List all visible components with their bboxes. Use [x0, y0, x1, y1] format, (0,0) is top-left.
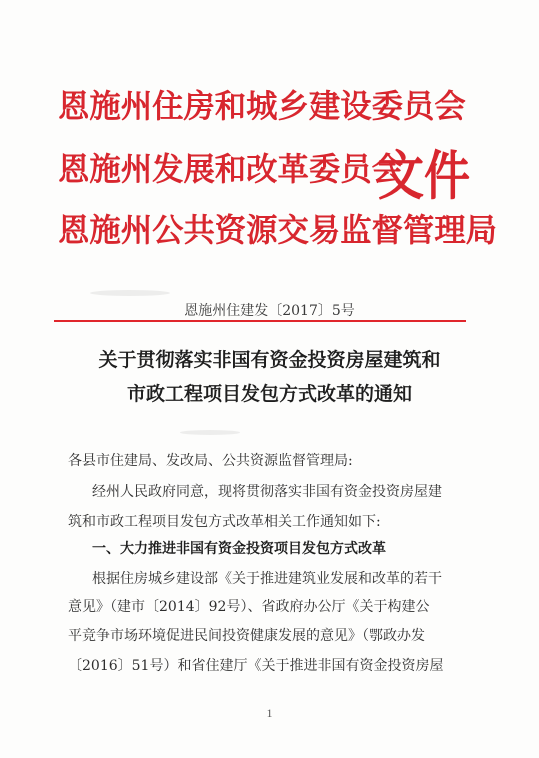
paragraph-1-line-2: 筑和市政工程项目发包方式改革相关工作通知如下:	[68, 514, 381, 530]
paragraph-2-line-2: 意见》（建市〔2014〕92号）、省政府办公厅《关于构建公	[68, 599, 430, 615]
document-number: 恩施州住建发〔2017〕5号	[184, 303, 355, 319]
red-divider-line	[54, 320, 466, 322]
salutation: 各县市住建局、发改局、公共资源监督管理局:	[68, 453, 353, 469]
page-number: 1	[266, 706, 273, 720]
paragraph-2-line-4: 〔2016〕51号）和省住建厅《关于推进非国有资金投资房屋	[68, 658, 444, 674]
paragraph-2-line-1: 根据住房城乡建设部《关于推进建筑业发展和改革的若干	[92, 571, 442, 587]
document-type-label: 文件	[378, 144, 470, 207]
scan-artifact	[90, 290, 170, 296]
notice-title-line-2: 市政工程项目发包方式改革的通知	[126, 383, 412, 405]
issuing-agency-housing: 恩施州住房和城乡建设委员会	[58, 87, 466, 125]
issuing-agency-development: 恩施州发展和改革委员会	[58, 150, 403, 188]
paragraph-1-line-1: 经州人民政府同意，现将贯彻落实非国有资金投资房屋建	[92, 484, 442, 500]
section-1-heading: 一、大力推进非国有资金投资项目发包方式改革	[92, 541, 386, 557]
scan-artifact	[180, 430, 240, 435]
notice-title-line-1: 关于贯彻落实非国有资金投资房屋建筑和	[98, 349, 441, 371]
paragraph-2-line-3: 平竞争市场环境促进民间投资健康发展的意见》（鄂政办发	[68, 628, 425, 644]
issuing-agency-trading: 恩施州公共资源交易监督管理局	[58, 211, 498, 249]
